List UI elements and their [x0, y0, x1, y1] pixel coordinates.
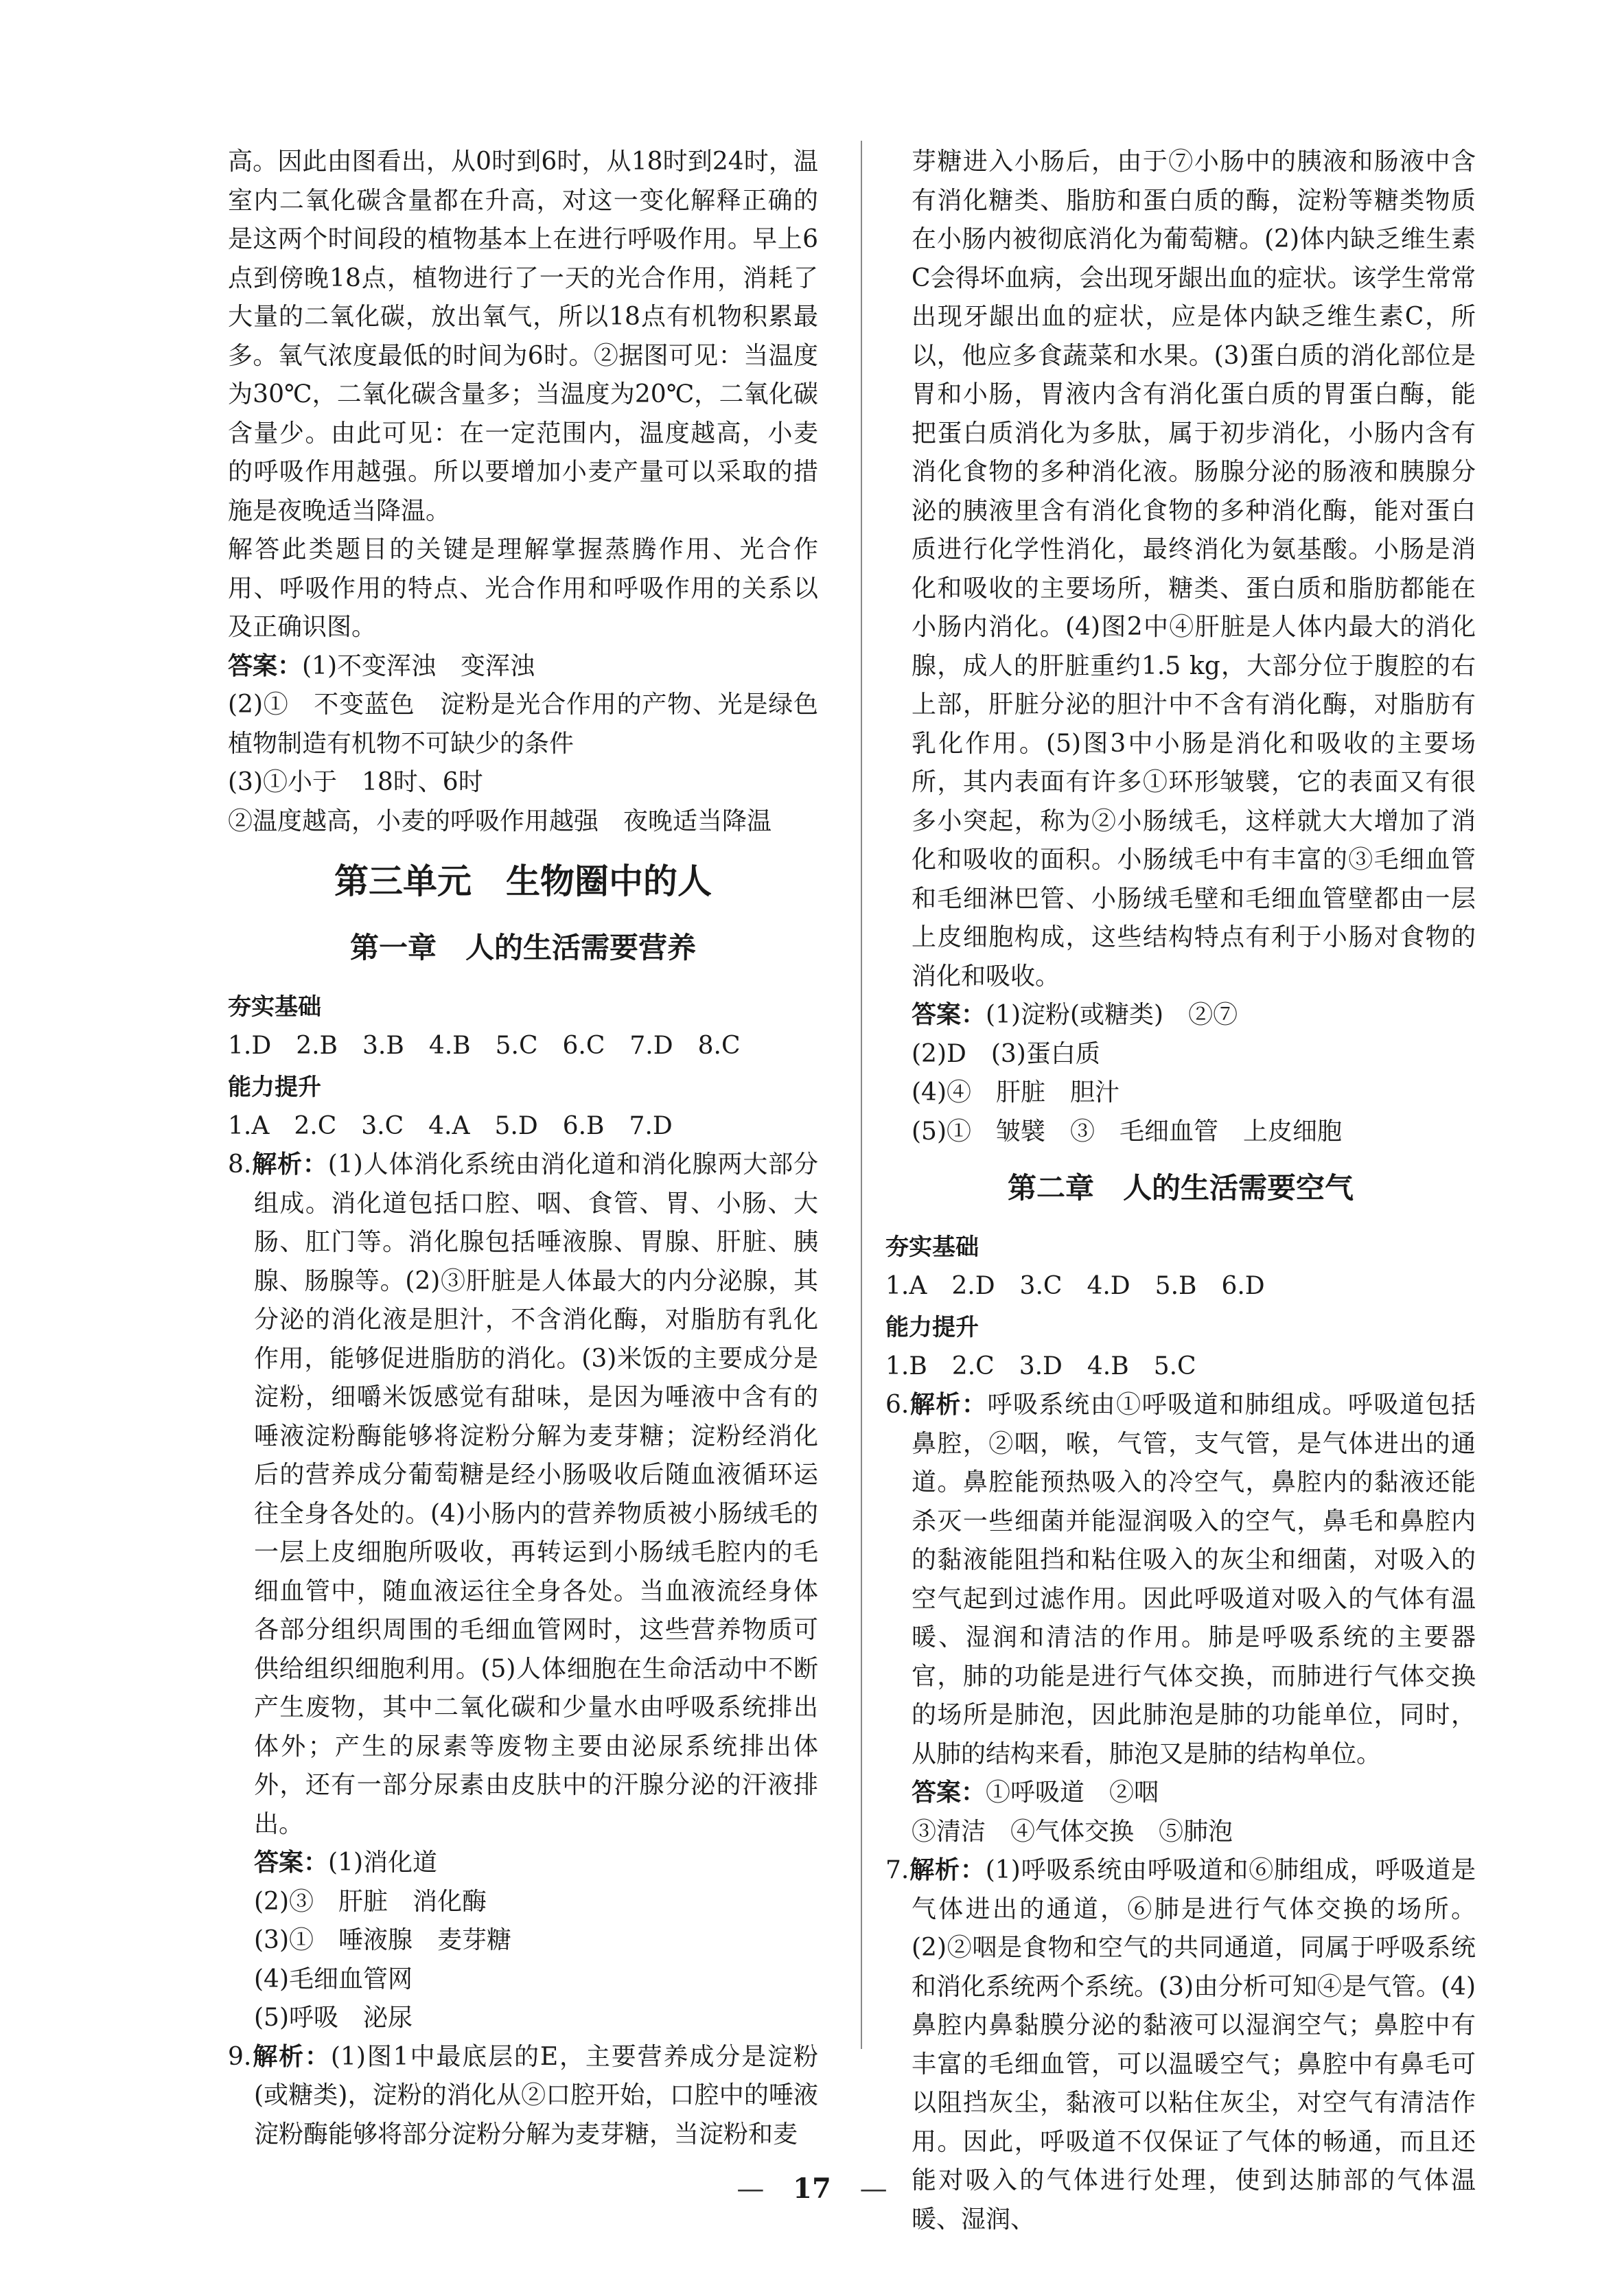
answer-line: ③清洁 ④气体交换 ⑤肺泡 [912, 1817, 1233, 1846]
paragraph-continuation: 高。因此由图看出，从0时到6时，从18时到24时，温室内二氧化碳含量都在升高，对这一变化解释正确的是这两个时间段的植物基本上在进行呼吸作用。早上6点到傍晚18点，植物进行了一天的光合作用，消耗了大量的二氧化碳，放出氧气，所以18点有机物积累最多。氧气浓度最低的时间为6时。②据图可见：当温度为30℃，二氧化碳含量多；当温度为20℃，二氧化碳含量少。由此可见：在一定范围内，温度越高，小麦的呼吸作用越强。所以要增加小麦产量可以采取的措施是夜晚适当降温。 [228, 148, 818, 525]
section-label-basic: 夯实基础 [885, 1234, 979, 1261]
answer-line: ②温度越高，小麦的呼吸作用越强 夜晚适当降温 [228, 807, 772, 835]
question-9-analysis [228, 2038, 818, 2155]
page-footer [0, 2173, 1624, 2205]
answer-label: 答案： [912, 1001, 986, 1029]
analysis-label: 解析： [251, 2042, 331, 2071]
unit-title: 第三单元 生物圈中的人 [334, 861, 712, 901]
chapter-title: 第二章 人的生活需要空气 [1007, 1171, 1354, 1205]
improve-answers: 1.B 2.C 3.D 4.B 5.C [885, 1352, 1196, 1380]
answer-label: 答案： [254, 1849, 329, 1877]
analysis-text: (1)呼吸系统由呼吸道和⑥肺组成，呼吸道是气体进出的通道，⑥肺是进行气体交换的场所。(2)②咽是食物和空气的共同通道，同属于呼吸系统和消化系统两个系统。(3)由分析可知④是气管。(4)鼻腔内鼻黏膜分泌的黏液可以湿润空气；鼻腔中有丰富的毛细血管，可以温暖空气；鼻腔中有鼻毛可以阻挡灰尘，黏液可以粘住灰尘，对空气有清洁作用。因此，呼吸道不仅保证了气体的畅通，而且还能对吸入的气体进行处理，使到达肺部的气体温暖、湿润、 [912, 1856, 1476, 2234]
analysis-text: (1)图1中最底层的E，主要营养成分是淀粉(或糖类)，淀粉的消化从②口腔开始，口腔中的唾液淀粉酶能够将部分淀粉分解为麦芽糖，当淀粉和麦 [254, 2042, 818, 2149]
question-number: 7. [885, 1856, 909, 1884]
analysis-label: 解析： [251, 1150, 328, 1179]
analysis-label: 解析： [909, 1856, 986, 1884]
answer-label: 答案： [912, 1779, 986, 1807]
answer-line: (3)① 唾液腺 麦芽糖 [254, 1926, 511, 1954]
answer-block [228, 647, 818, 842]
answer-line: (2)D (3)蛋白质 [912, 1039, 1100, 1068]
section-label-basic: 夯实基础 [228, 993, 321, 1021]
question-6-analysis [885, 1386, 1476, 1774]
basic-answers: 1.A 2.D 3.C 4.D 5.B 6.D [885, 1271, 1265, 1300]
basic-answers: 1.D 2.B 3.B 4.B 5.C 6.C 7.D 8.C [228, 1031, 741, 1060]
right-column [885, 143, 1476, 2239]
question-8-analysis [228, 1146, 818, 1844]
analysis-text: (1)人体消化系统由消化道和消化腺两大部分组成。消化道包括口腔、咽、食管、胃、小肠、大肠、肛门等。消化腺包括唾液腺、胃腺、肝脏、胰腺、肠腺等。(2)③肝脏是人体最大的内分泌腺，其分泌的消化液是胆汁，不含消化酶，对脂肪有乳化作用，能够促进脂肪的消化。(3)米饭的主要成分是淀粉，细嚼米饭感觉有甜味，是因为唾液中含有的唾液淀粉酶能够将淀粉分解为麦芽糖；淀粉经消化后的营养成分葡萄糖是经小肠吸收后随血液循环运往全身各处的。(4)小肠内的营养物质被小肠绒毛的一层上皮细胞所吸收，再转运到小肠绒毛腔内的毛细血管中，随血液运往全身各处。当血液流经身体各部分组织周围的毛细血管网时，这些营养物质可供给组织细胞利用。(5)人体细胞在生命活动中不断产生废物，其中二氧化碳和少量水由呼吸系统排出体外；产生的尿素等废物主要由泌尿系统排出体外，还有一部分尿素由皮肤中的汗腺分泌的汗液排出。 [254, 1150, 818, 1838]
paragraph-note: 解答此类题目的关键是理解掌握蒸腾作用、光合作用、呼吸作用的特点、光合作用和呼吸作用的关系以及正确识图。 [228, 535, 818, 641]
question-number: 9. [228, 2042, 252, 2071]
answer-block [885, 996, 1476, 1151]
chapter-title: 第一章 人的生活需要营养 [349, 931, 696, 964]
section-label-improve: 能力提升 [228, 1074, 321, 1101]
section-label-improve: 能力提升 [885, 1314, 979, 1341]
answer-line: (3)①小于 18时、6时 [228, 768, 483, 796]
answer-line: ①呼吸道 ②咽 [986, 1779, 1159, 1807]
answer-line: (4)毛细血管网 [254, 1965, 413, 1993]
question-number: 8. [228, 1150, 252, 1179]
analysis-text: 呼吸系统由①呼吸道和肺组成。呼吸道包括鼻腔，②咽，喉，气管，支气管，是气体进出的通道。鼻腔能预热吸入的冷空气，鼻腔内的黏液还能杀灭一些细菌并能湿润吸入的空气，鼻毛和鼻腔内的黏液能阻挡和粘住吸入的灰尘和细菌，对吸入的空气起到过滤作用。因此呼吸道对吸入的气体有温暖、湿润和清洁的作用。肺是呼吸系统的主要器官，肺的功能是进行气体交换，而肺进行气体交换的场所是肺泡，因此肺泡是肺的功能单位，同时，从肺的结构来看，肺泡又是肺的结构单位。 [912, 1391, 1476, 1768]
question-number: 6. [885, 1391, 909, 1419]
analysis-label: 解析： [909, 1391, 988, 1419]
answer-line: (4)④ 肝脏 胆汁 [912, 1078, 1120, 1107]
answer-line: (1)消化道 [328, 1849, 438, 1877]
answer-line: (2)① 不变蓝色 淀粉是光合作用的产物、光是绿色植物制造有机物不可缺少的条件 [228, 691, 818, 758]
answer-block [885, 1774, 1476, 1851]
footer-dash-right: — [859, 2173, 888, 2205]
answer-line: (1)淀粉(或糖类) ②⑦ [986, 1001, 1238, 1029]
answer-label: 答案： [228, 651, 303, 680]
question-9-continuation: 芽糖进入小肠后，由于⑦小肠中的胰液和肠液中含有消化糖类、脂肪和蛋白质的酶，淀粉等糖类物质在小肠内被彻底消化为葡萄糖。(2)体内缺乏维生素C会得坏血病，会出现牙龈出血的症状。该学生常常出现牙龈出血的症状，应是体内缺乏维生素C，所以，他应多食蔬菜和水果。(3)蛋白质的消化部位是胃和小肠，胃液内含有消化蛋白质的胃蛋白酶，能把蛋白质消化为多肽，属于初步消化，小肠内含有消化食物的多种消化液。肠腺分泌的肠液和胰腺分泌的胰液里含有消化食物的多种消化酶，能对蛋白质进行化学性消化，最终消化为氨基酸。小肠是消化和吸收的主要场所，糖类、蛋白质和脂肪都能在小肠内消化。(4)图2中④肝脏是人体内最大的消化腺，成人的肝脏重约1.5 kg，大部分位于腹腔的右上部，肝脏分泌的胆汁中不含有消化酶，对脂肪有乳化作用。(5)图3中小肠是消化和吸收的主要场所，其内表面有许多①环形皱襞，它的表面又有很多小突起，称为②小肠绒毛，这样就大大增加了消化和吸收的面积。小肠绒毛中有丰富的③毛细血管和毛细淋巴管、小肠绒毛壁和毛细血管壁都由一层上皮细胞构成，这些结构特点有利于小肠对食物的消化和吸收。 [912, 148, 1476, 991]
answer-block [228, 1844, 818, 2038]
page-number: 17 [793, 2173, 831, 2205]
answer-line: (5)呼吸 泌尿 [254, 2004, 413, 2032]
left-column [228, 143, 818, 2154]
answer-line: (1)不变浑浊 变浑浊 [302, 651, 535, 680]
column-divider [861, 141, 862, 2049]
improve-answers: 1.A 2.C 3.C 4.A 5.D 6.B 7.D [228, 1111, 673, 1140]
footer-dash-left: — [736, 2173, 765, 2205]
answer-line: (5)① 皱襞 ③ 毛细血管 上皮细胞 [912, 1117, 1342, 1146]
answer-line: (2)③ 肝脏 消化酶 [254, 1887, 487, 1916]
